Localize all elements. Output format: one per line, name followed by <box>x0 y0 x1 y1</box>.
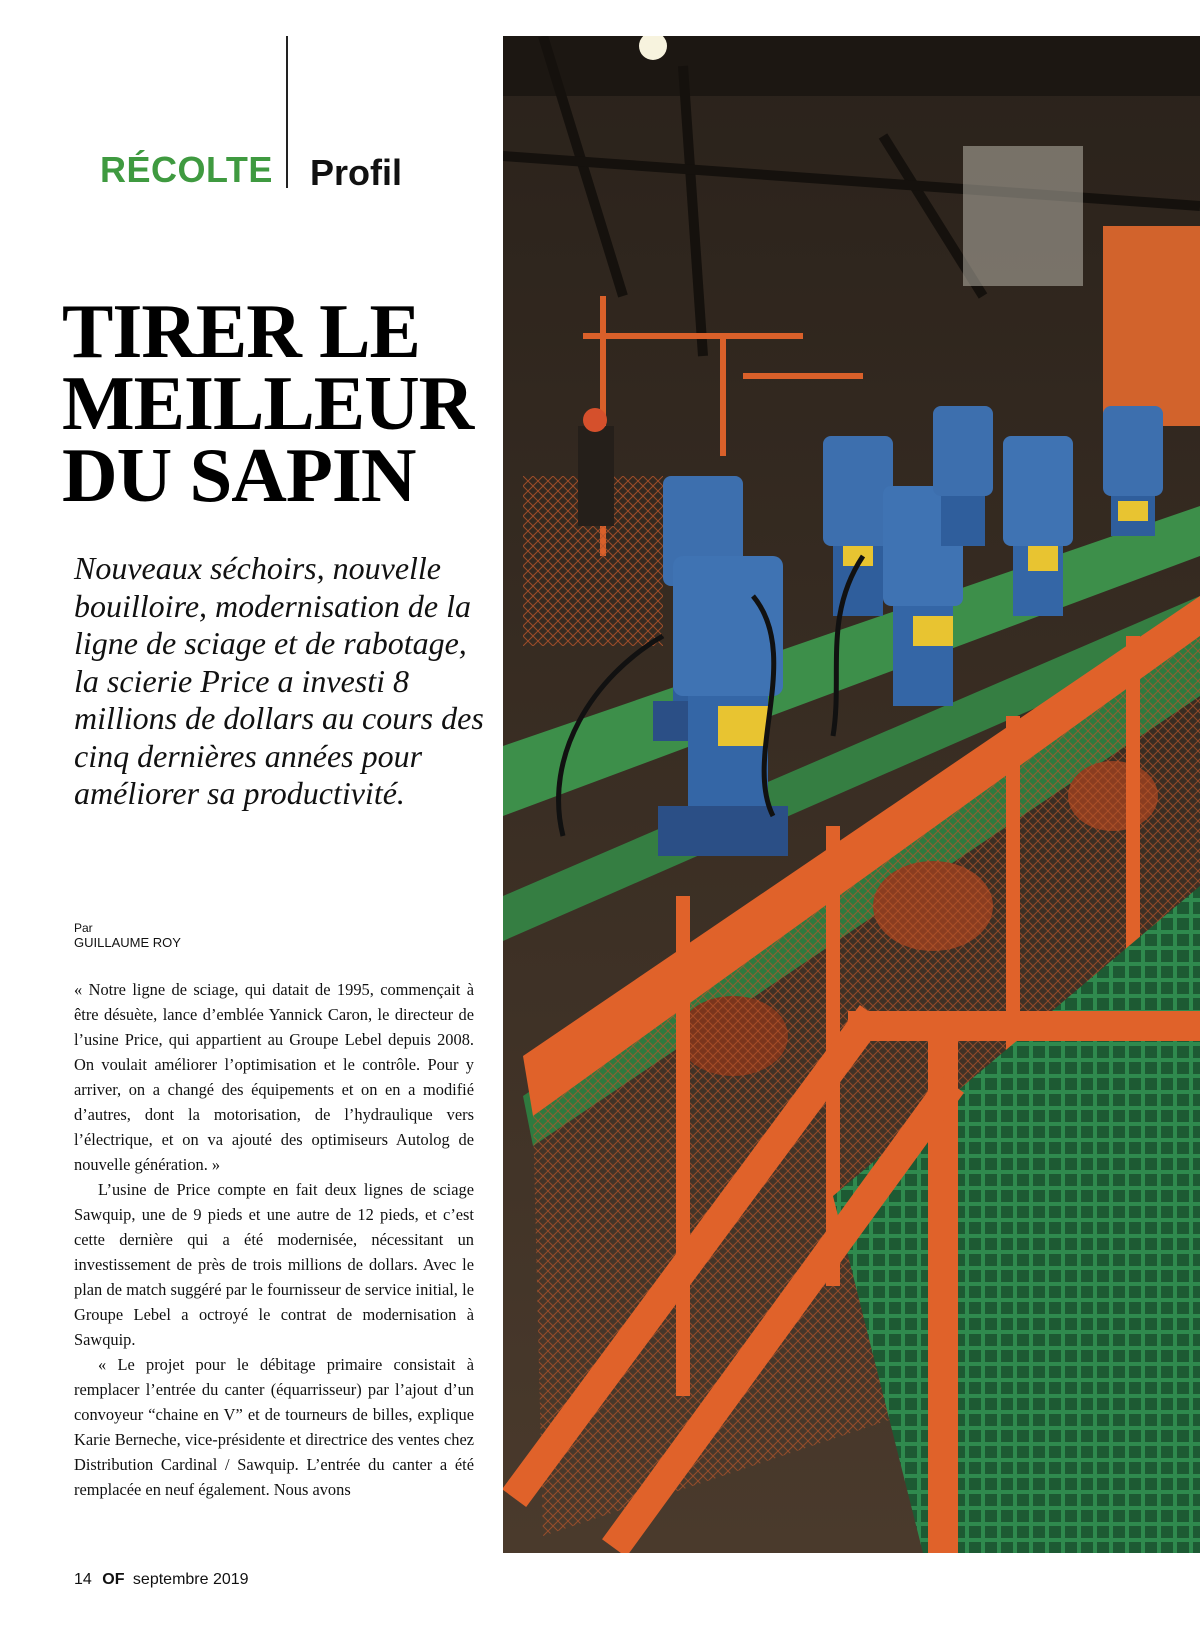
issue-date: septembre 2019 <box>132 1571 249 1588</box>
byline-author: GUILLAUME ROY <box>74 935 181 950</box>
byline-label: Par <box>74 921 93 935</box>
section-header <box>100 140 403 200</box>
body-paragraph: L’usine de Price compte en fait deux lignes de sciage Sawquip, une de 9 pieds et une autre de 12 pieds, et c’est cette dernière qui a été modernisée, nécessitant un investissement de près de trois millions de dollars. Avec le plan de match suggéré par le fournisseur de service initial, le Groupe Lebel a octroyé le contrat de modernisation à Sawquip. <box>74 1180 474 1349</box>
deck: Nouveaux séchoirs, nouvelle bouilloire, modernisation de la ligne de sciage et de rabotage, la scierie Price a investi 8 millions de dollars au cours des cinq dernières années pour améliorer sa productivité. <box>74 550 484 811</box>
headline-line: DU SAPIN <box>62 432 416 518</box>
header-divider <box>286 36 288 188</box>
headline-line: TIRER LE <box>62 288 420 374</box>
sawmill-photo <box>503 36 1200 1553</box>
body-paragraph: « Le projet pour le débitage primaire consistait à remplacer l’entrée du canter (équarrisseur) par l’ajout d’un convoyeur “chaine en V” et de tourneurs de billes, explique Karie Berneche, vice-présidente et directrice des ventes chez Distribution Cardinal / Sawquip. L’entrée du canter a été remplacée en neuf également. Nous avons <box>74 1355 474 1499</box>
article-body <box>74 977 474 1502</box>
section-label: RÉCOLTE <box>100 149 273 190</box>
page-footer <box>74 1571 249 1589</box>
headline <box>62 288 502 518</box>
headline-line: MEILLEUR <box>62 360 474 446</box>
body-paragraph: « Notre ligne de sciage, qui datait de 1995, commençait à être désuète, lance d’emblée Yannick Caron, le directeur de l’usine Price, qui appartient au Groupe Lebel depuis 2008. On voulait améliorer l’optimisation et le contrôle. Pour y arriver, on a changé des équipements et on en a modifié d’autres, dont la motorisation, de l’hydraulique vers l’électrique, et on va ajouté des optimiseurs Autolog de nouvelle génération. » <box>74 980 474 1174</box>
page-number: 14 <box>74 1571 92 1588</box>
subsection-label: Profil <box>310 152 403 193</box>
magazine-name: OF <box>102 1571 125 1588</box>
sawmill-photo-illustration <box>503 36 1200 1553</box>
